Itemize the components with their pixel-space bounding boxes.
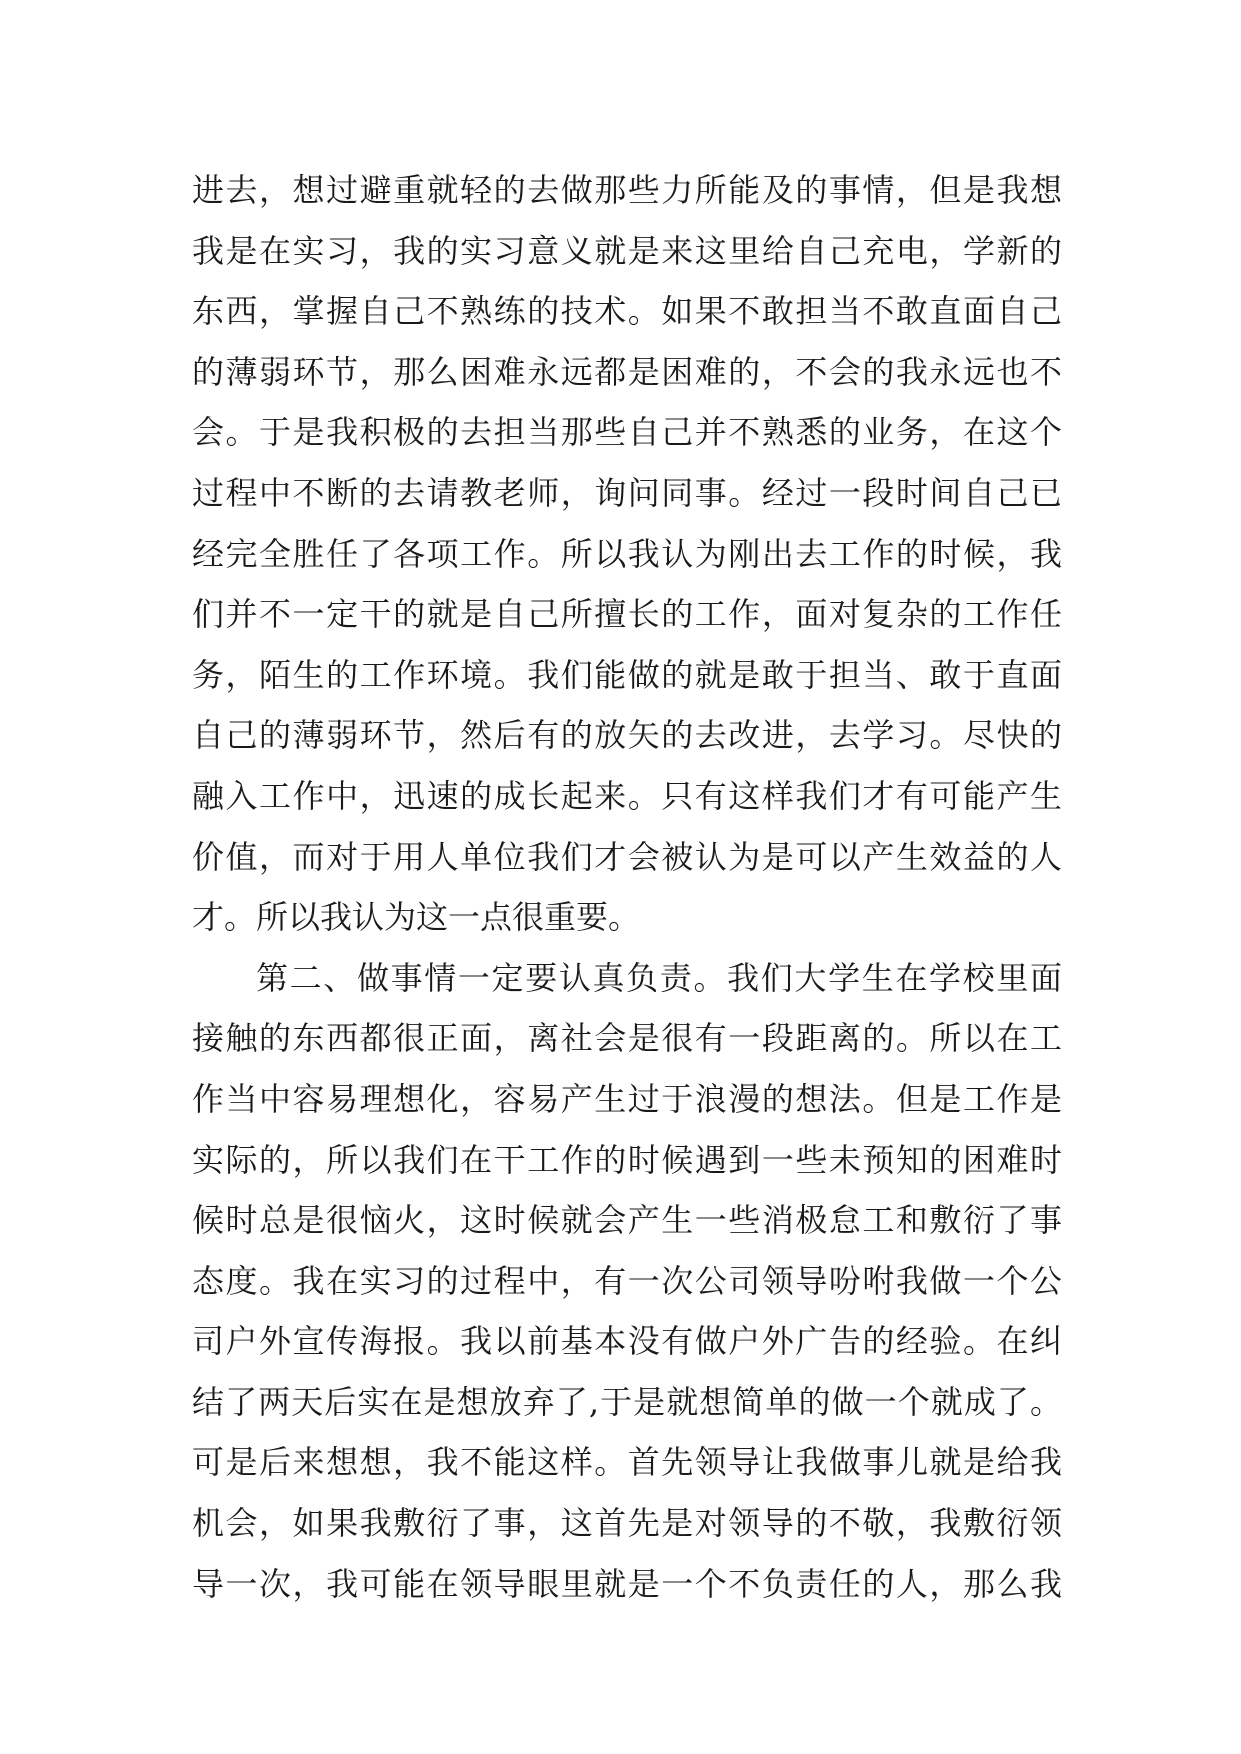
text-line: 接触的东西都很正面，离社会是很有一段距离的。所以在工 — [192, 1019, 1062, 1058]
text-line: 们并不一定干的就是自己所擅长的工作，面对复杂的工作任 — [192, 595, 1062, 634]
text-line: 结了两天后实在是想放弃了,于是就想简单的做一个就成了。 — [192, 1382, 1062, 1421]
text-line: 司户外宣传海报。我以前基本没有做户外广告的经验。在纠 — [192, 1322, 1062, 1361]
paragraph-start-line: 第二、做事情一定要认真负责。我们大学生在学校里面 — [256, 958, 1062, 997]
text-line: 可是后来想想，我不能这样。首先领导让我做事儿就是给我 — [192, 1443, 1062, 1482]
text-line: 自己的薄弱环节，然后有的放矢的去改进，去学习。尽快的 — [192, 716, 1062, 755]
paragraph-end-line: 才。所以我认为这一点很重要。 — [192, 898, 641, 937]
text-line: 融入工作中，迅速的成长起来。只有这样我们才有可能产生 — [192, 776, 1062, 815]
text-line: 会。于是我积极的去担当那些自己并不熟悉的业务，在这个 — [192, 413, 1062, 452]
text-line: 东西，掌握自己不熟练的技术。如果不敢担当不敢直面自己 — [192, 292, 1062, 331]
text-line: 态度。我在实习的过程中，有一次公司领导吩咐我做一个公 — [192, 1261, 1062, 1300]
text-line: 实际的，所以我们在干工作的时候遇到一些未预知的困难时 — [192, 1140, 1062, 1179]
text-line: 的薄弱环节，那么困难永远都是困难的，不会的我永远也不 — [192, 352, 1062, 391]
text-line: 我是在实习，我的实习意义就是来这里给自己充电，学新的 — [192, 231, 1062, 270]
text-line: 机会，如果我敷衍了事，这首先是对领导的不敬，我敷衍领 — [192, 1504, 1062, 1543]
text-line: 作当中容易理想化，容易产生过于浪漫的想法。但是工作是 — [192, 1079, 1062, 1118]
body-text — [192, 160, 1062, 1614]
text-line: 进去，想过避重就轻的去做那些力所能及的事情，但是我想 — [192, 171, 1062, 209]
text-line: 候时总是很恼火，这时候就会产生一些消极怠工和敷衍了事 — [192, 1201, 1062, 1240]
text-line: 导一次，我可能在领导眼里就是一个不负责任的人，那么我 — [192, 1564, 1062, 1603]
text-line: 价值，而对于用人单位我们才会被认为是可以产生效益的人 — [192, 837, 1062, 876]
text-line: 经完全胜任了各项工作。所以我认为刚出去工作的时候，我 — [192, 534, 1062, 573]
text-line: 过程中不断的去请教老师，询问同事。经过一段时间自己已 — [192, 473, 1062, 512]
text-line: 务，陌生的工作环境。我们能做的就是敢于担当、敢于直面 — [192, 655, 1062, 694]
